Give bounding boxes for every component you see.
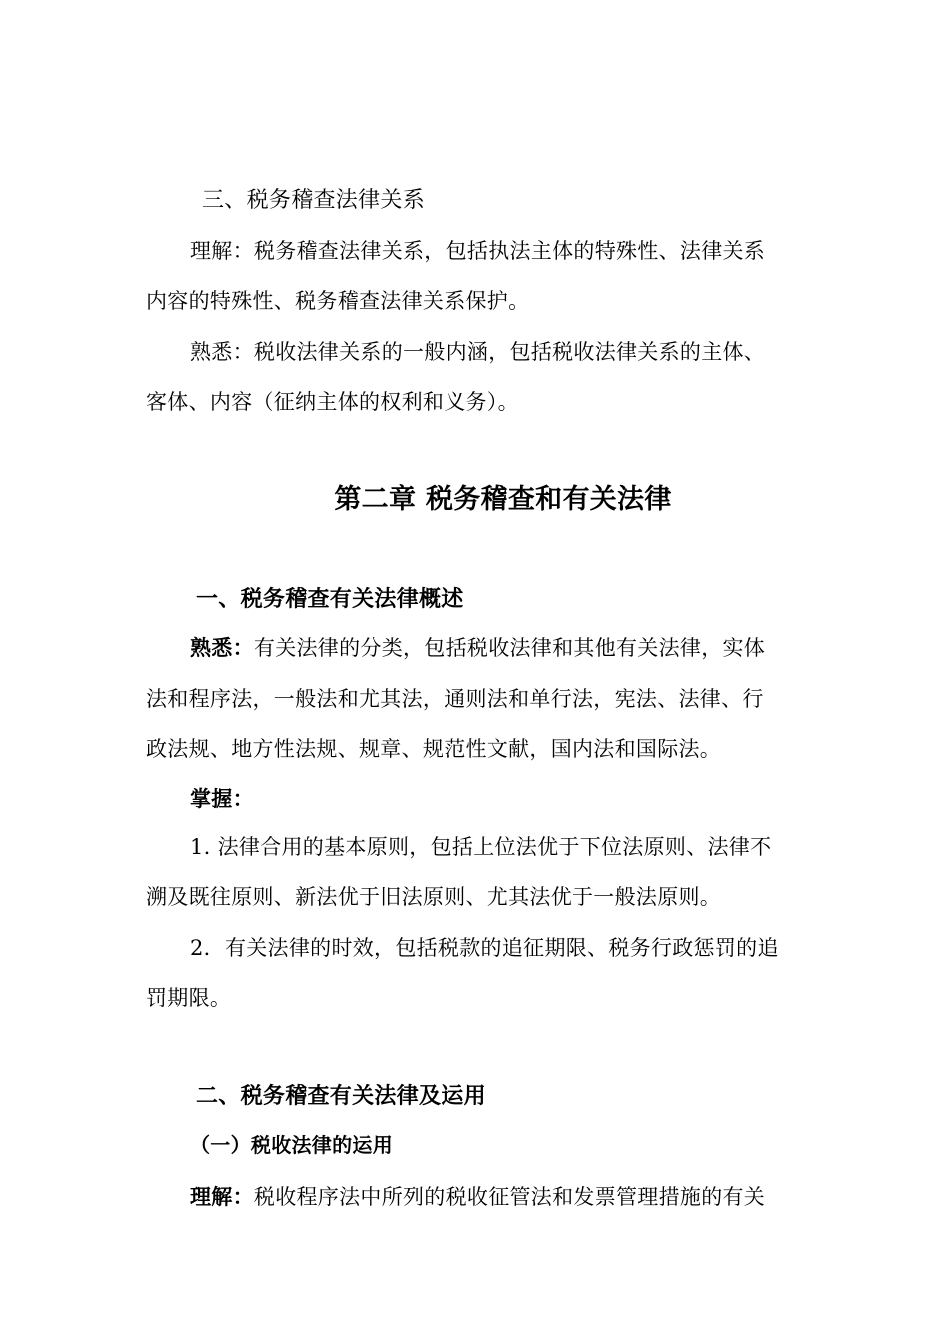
familiar-text-1: 税收法律关系的一般内涵，包括税收法律关系的主体、 [253, 340, 766, 364]
understand-label-bold: 理解： [190, 1185, 254, 1209]
item-1-text-1: 1. 法律合用的基本原则，包括上位法优于下位法原则、法律不 [190, 835, 772, 859]
item-2-text-2: 罚期限。 [146, 986, 232, 1010]
section-heading-3: 三、税务稽查法律关系 [202, 188, 426, 213]
familiar-text-2: 客体、内容（征纳主体的权利和义务）。 [146, 390, 519, 414]
familiar-label-bold: 熟悉： [190, 636, 254, 660]
section-heading-2: 二、税务稽查有关法律及运用 [196, 1084, 486, 1109]
item-1-text-2: 溯及既往原则、新法优于旧法原则、尤其法优于一般法原则。 [146, 885, 722, 909]
paragraph-understand [190, 236, 765, 266]
familiar-label: 熟悉： [190, 340, 254, 364]
paragraph-familiar-1 [190, 633, 765, 663]
familiar-1-text-2: 法和程序法，一般法和尤其法，通则法和单行法，宪法、法律、行 [146, 687, 764, 711]
paragraph-familiar [190, 337, 765, 367]
master-label: 掌握： [190, 787, 254, 811]
understand-label: 理解： [190, 239, 254, 263]
understand-text-2: 内容的特殊性、税务稽查法律关系保护。 [146, 289, 530, 313]
section-heading-1: 一、税务稽查有关法律概述 [196, 587, 464, 612]
item-2-text-1: 2．有关法律的时效，包括税款的追征期限、税务行政惩罚的追 [190, 936, 779, 960]
familiar-1-text-3: 政法规、地方性法规、规章、规范性文献，国内法和国际法。 [146, 737, 722, 761]
understand-2-text-1: 税收程序法中所列的税收征管法和发票管理措施的有关 [253, 1185, 766, 1209]
understand-text-1: 税务稽查法律关系，包括执法主体的特殊性、法律关系 [253, 239, 766, 263]
chapter-title: 第二章 税务稽查和有关法律 [334, 484, 672, 515]
paragraph-understand-2 [190, 1182, 765, 1212]
subsection-heading-1: （一）税收法律的运用 [190, 1133, 393, 1157]
familiar-1-text-1: 有关法律的分类，包括税收法律和其他有关法律，实体 [253, 636, 766, 660]
